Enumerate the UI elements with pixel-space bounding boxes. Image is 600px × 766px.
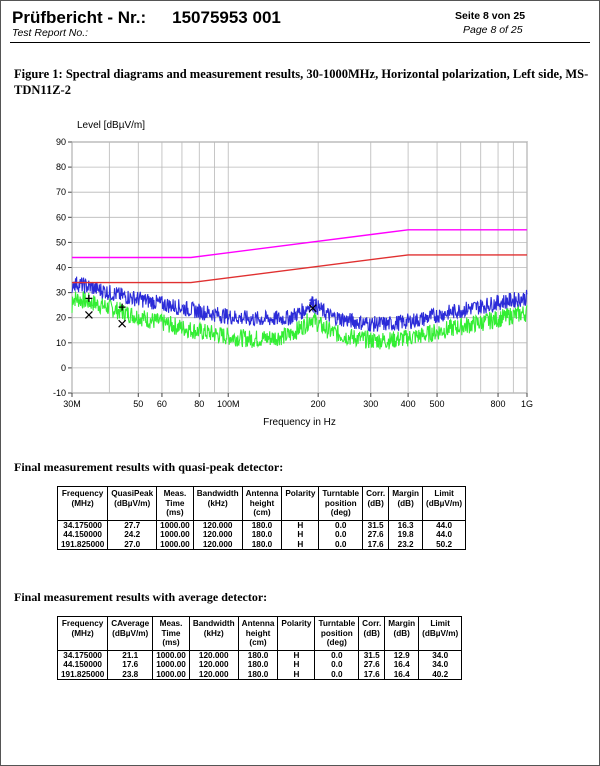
qp-table-row: [58, 520, 466, 530]
figure-caption: Figure 1: Spectral diagrams and measurement results, 30-1000MHz, Horizontal polarization, Left side, MS-TDN11Z-2: [14, 67, 589, 97]
qp-section-title: Final measurement results with quasi-peak detector:: [14, 460, 284, 474]
qp-cell: 16.3: [389, 520, 423, 530]
qp-header-cell: Polarity: [282, 487, 319, 521]
qp-results-table: [57, 486, 466, 550]
y-axis-label: Level [dBµV/m]: [77, 120, 146, 131]
avg-cell: H: [278, 660, 315, 670]
avg-cell: 40.2: [419, 670, 462, 680]
qp-cell: 27.6: [363, 530, 389, 540]
avg-table-row: [58, 650, 462, 660]
qp-header-cell: Corr. (dB): [363, 487, 389, 521]
avg-header-cell: Margin (dB): [385, 617, 419, 651]
qp-cell: 24.2: [108, 530, 157, 540]
qp-header-cell: Limit (dBµV/m): [423, 487, 466, 521]
qp-cell: 180.0: [242, 540, 282, 550]
page-number-de: Seite 8 von 25: [455, 10, 526, 22]
avg-cell: 23.8: [108, 670, 153, 680]
avg-cell: 21.1: [108, 650, 153, 660]
qp-cell: 44.0: [423, 530, 466, 540]
qp-header-cell: Margin (dB): [389, 487, 423, 521]
avg-cell: 0.0: [315, 660, 359, 670]
avg-cell: 31.5: [359, 650, 385, 660]
x-tick-label: 300: [363, 399, 379, 409]
y-tick-label: 80: [55, 162, 66, 173]
avg-section-title: Final measurement results with average detector:: [14, 590, 268, 604]
avg-cell: 16.4: [385, 660, 419, 670]
avg-table-row: [58, 660, 462, 670]
qp-cell: 31.5: [363, 520, 389, 530]
avg-cell: 34.0: [419, 660, 462, 670]
page-number-en: Page 8 of 25: [463, 24, 523, 36]
y-tick-label: 20: [55, 312, 66, 323]
qp-header-cell: QuasiPeak (dBµV/m): [108, 487, 157, 521]
x-tick-label: 50: [133, 399, 144, 409]
avg-header-cell: Meas. Time (ms): [153, 617, 190, 651]
qp-cell: 23.2: [389, 540, 423, 550]
avg-cell: H: [278, 650, 315, 660]
avg-cell: 0.0: [315, 670, 359, 680]
avg-header-cell: CAverage (dBµV/m): [108, 617, 153, 651]
y-tick-label: 90: [55, 137, 66, 147]
qp-cell: 27.0: [108, 540, 157, 550]
spectral-chart: [40, 112, 560, 432]
avg-cell: 180.0: [238, 660, 278, 670]
qp-cell: 1000.00: [157, 520, 194, 530]
qp-cell: 1000.00: [157, 540, 194, 550]
y-tick-label: 30: [55, 287, 66, 298]
qp-cell: 120.000: [193, 530, 242, 540]
report-number-subtitle: Test Report No.:: [12, 27, 89, 39]
avg-results-table: [57, 616, 462, 680]
x-tick-label: 60: [156, 399, 167, 409]
qp-cell: 180.0: [242, 520, 282, 530]
header-divider: [10, 42, 590, 43]
x-tick-label: 500: [429, 399, 445, 409]
qp-cell: 19.8: [389, 530, 423, 540]
qp-cell: 44.0: [423, 520, 466, 530]
report-number-title: Prüfbericht - Nr.: 15075953 001: [12, 8, 281, 27]
avg-cell: 120.000: [189, 650, 238, 660]
avg-header-cell: Turntable position (deg): [315, 617, 359, 651]
avg-header-cell: Corr. (dB): [359, 617, 385, 651]
qp-cell: 180.0: [242, 530, 282, 540]
x-tick-label: 1G: [520, 399, 534, 409]
qp-table-row: [58, 530, 466, 540]
qp-cell: 17.6: [363, 540, 389, 550]
qp-header-cell: Bandwidth (kHz): [193, 487, 242, 521]
x-axis-label: Frequency in Hz: [263, 417, 336, 428]
avg-cell: 120.000: [189, 660, 238, 670]
qp-cell: 0.0: [319, 540, 363, 550]
qp-cell: 1000.00: [157, 530, 194, 540]
qp-cell: 120.000: [193, 520, 242, 530]
avg-header-cell: Frequency (MHz): [58, 617, 108, 651]
y-tick-label: 0: [60, 362, 66, 373]
qp-header-cell: Meas. Time (ms): [157, 487, 194, 521]
avg-cell: 180.0: [238, 670, 278, 680]
y-tick-label: 70: [55, 187, 66, 198]
x-tick-label: 80: [194, 399, 205, 409]
y-tick-label: 50: [55, 237, 66, 248]
qp-cell: 27.7: [108, 520, 157, 530]
y-tick-label: -10: [52, 388, 66, 398]
qp-cell: H: [282, 540, 319, 550]
avg-cell: 17.6: [359, 670, 385, 680]
avg-cell: 191.825000: [58, 670, 108, 680]
qp-cell: 44.150000: [58, 530, 108, 540]
avg-cell: H: [278, 670, 315, 680]
avg-cell: 1000.00: [153, 670, 190, 680]
y-tick-label: 60: [55, 212, 66, 223]
x-tick-label: 200: [310, 399, 326, 409]
qp-cell: 50.2: [423, 540, 466, 550]
avg-table-row: [58, 670, 462, 680]
avg-cell: 1000.00: [153, 650, 190, 660]
avg-header-cell: Limit (dBµV/m): [419, 617, 462, 651]
y-tick-label: 40: [55, 262, 66, 273]
avg-cell: 44.150000: [58, 660, 108, 670]
x-tick-label: 400: [400, 399, 416, 409]
qp-header-cell: Antenna height (cm): [242, 487, 282, 521]
avg-cell: 0.0: [315, 650, 359, 660]
qp-header-cell: Turntable position (deg): [319, 487, 363, 521]
avg-cell: 34.0: [419, 650, 462, 660]
avg-header-cell: Bandwidth (kHz): [189, 617, 238, 651]
qp-cell: 0.0: [319, 520, 363, 530]
qp-cell: 0.0: [319, 530, 363, 540]
x-tick-label: 100M: [216, 399, 240, 409]
qp-cell: 34.175000: [58, 520, 108, 530]
avg-cell: 27.6: [359, 660, 385, 670]
qp-cell: 191.825000: [58, 540, 108, 550]
y-tick-label: 10: [55, 337, 66, 348]
x-tick-label: 800: [490, 399, 506, 409]
avg-cell: 12.9: [385, 650, 419, 660]
qp-cell: H: [282, 530, 319, 540]
x-tick-label: 30M: [63, 399, 81, 409]
avg-cell: 1000.00: [153, 660, 190, 670]
qp-cell: 120.000: [193, 540, 242, 550]
avg-cell: 16.4: [385, 670, 419, 680]
avg-header-cell: Antenna height (cm): [238, 617, 278, 651]
avg-cell: 180.0: [238, 650, 278, 660]
avg-cell: 34.175000: [58, 650, 108, 660]
qp-header-cell: Frequency (MHz): [58, 487, 108, 521]
avg-header-cell: Polarity: [278, 617, 315, 651]
qp-table-row: [58, 540, 466, 550]
avg-cell: 17.6: [108, 660, 153, 670]
avg-cell: 120.000: [189, 670, 238, 680]
qp-cell: H: [282, 520, 319, 530]
